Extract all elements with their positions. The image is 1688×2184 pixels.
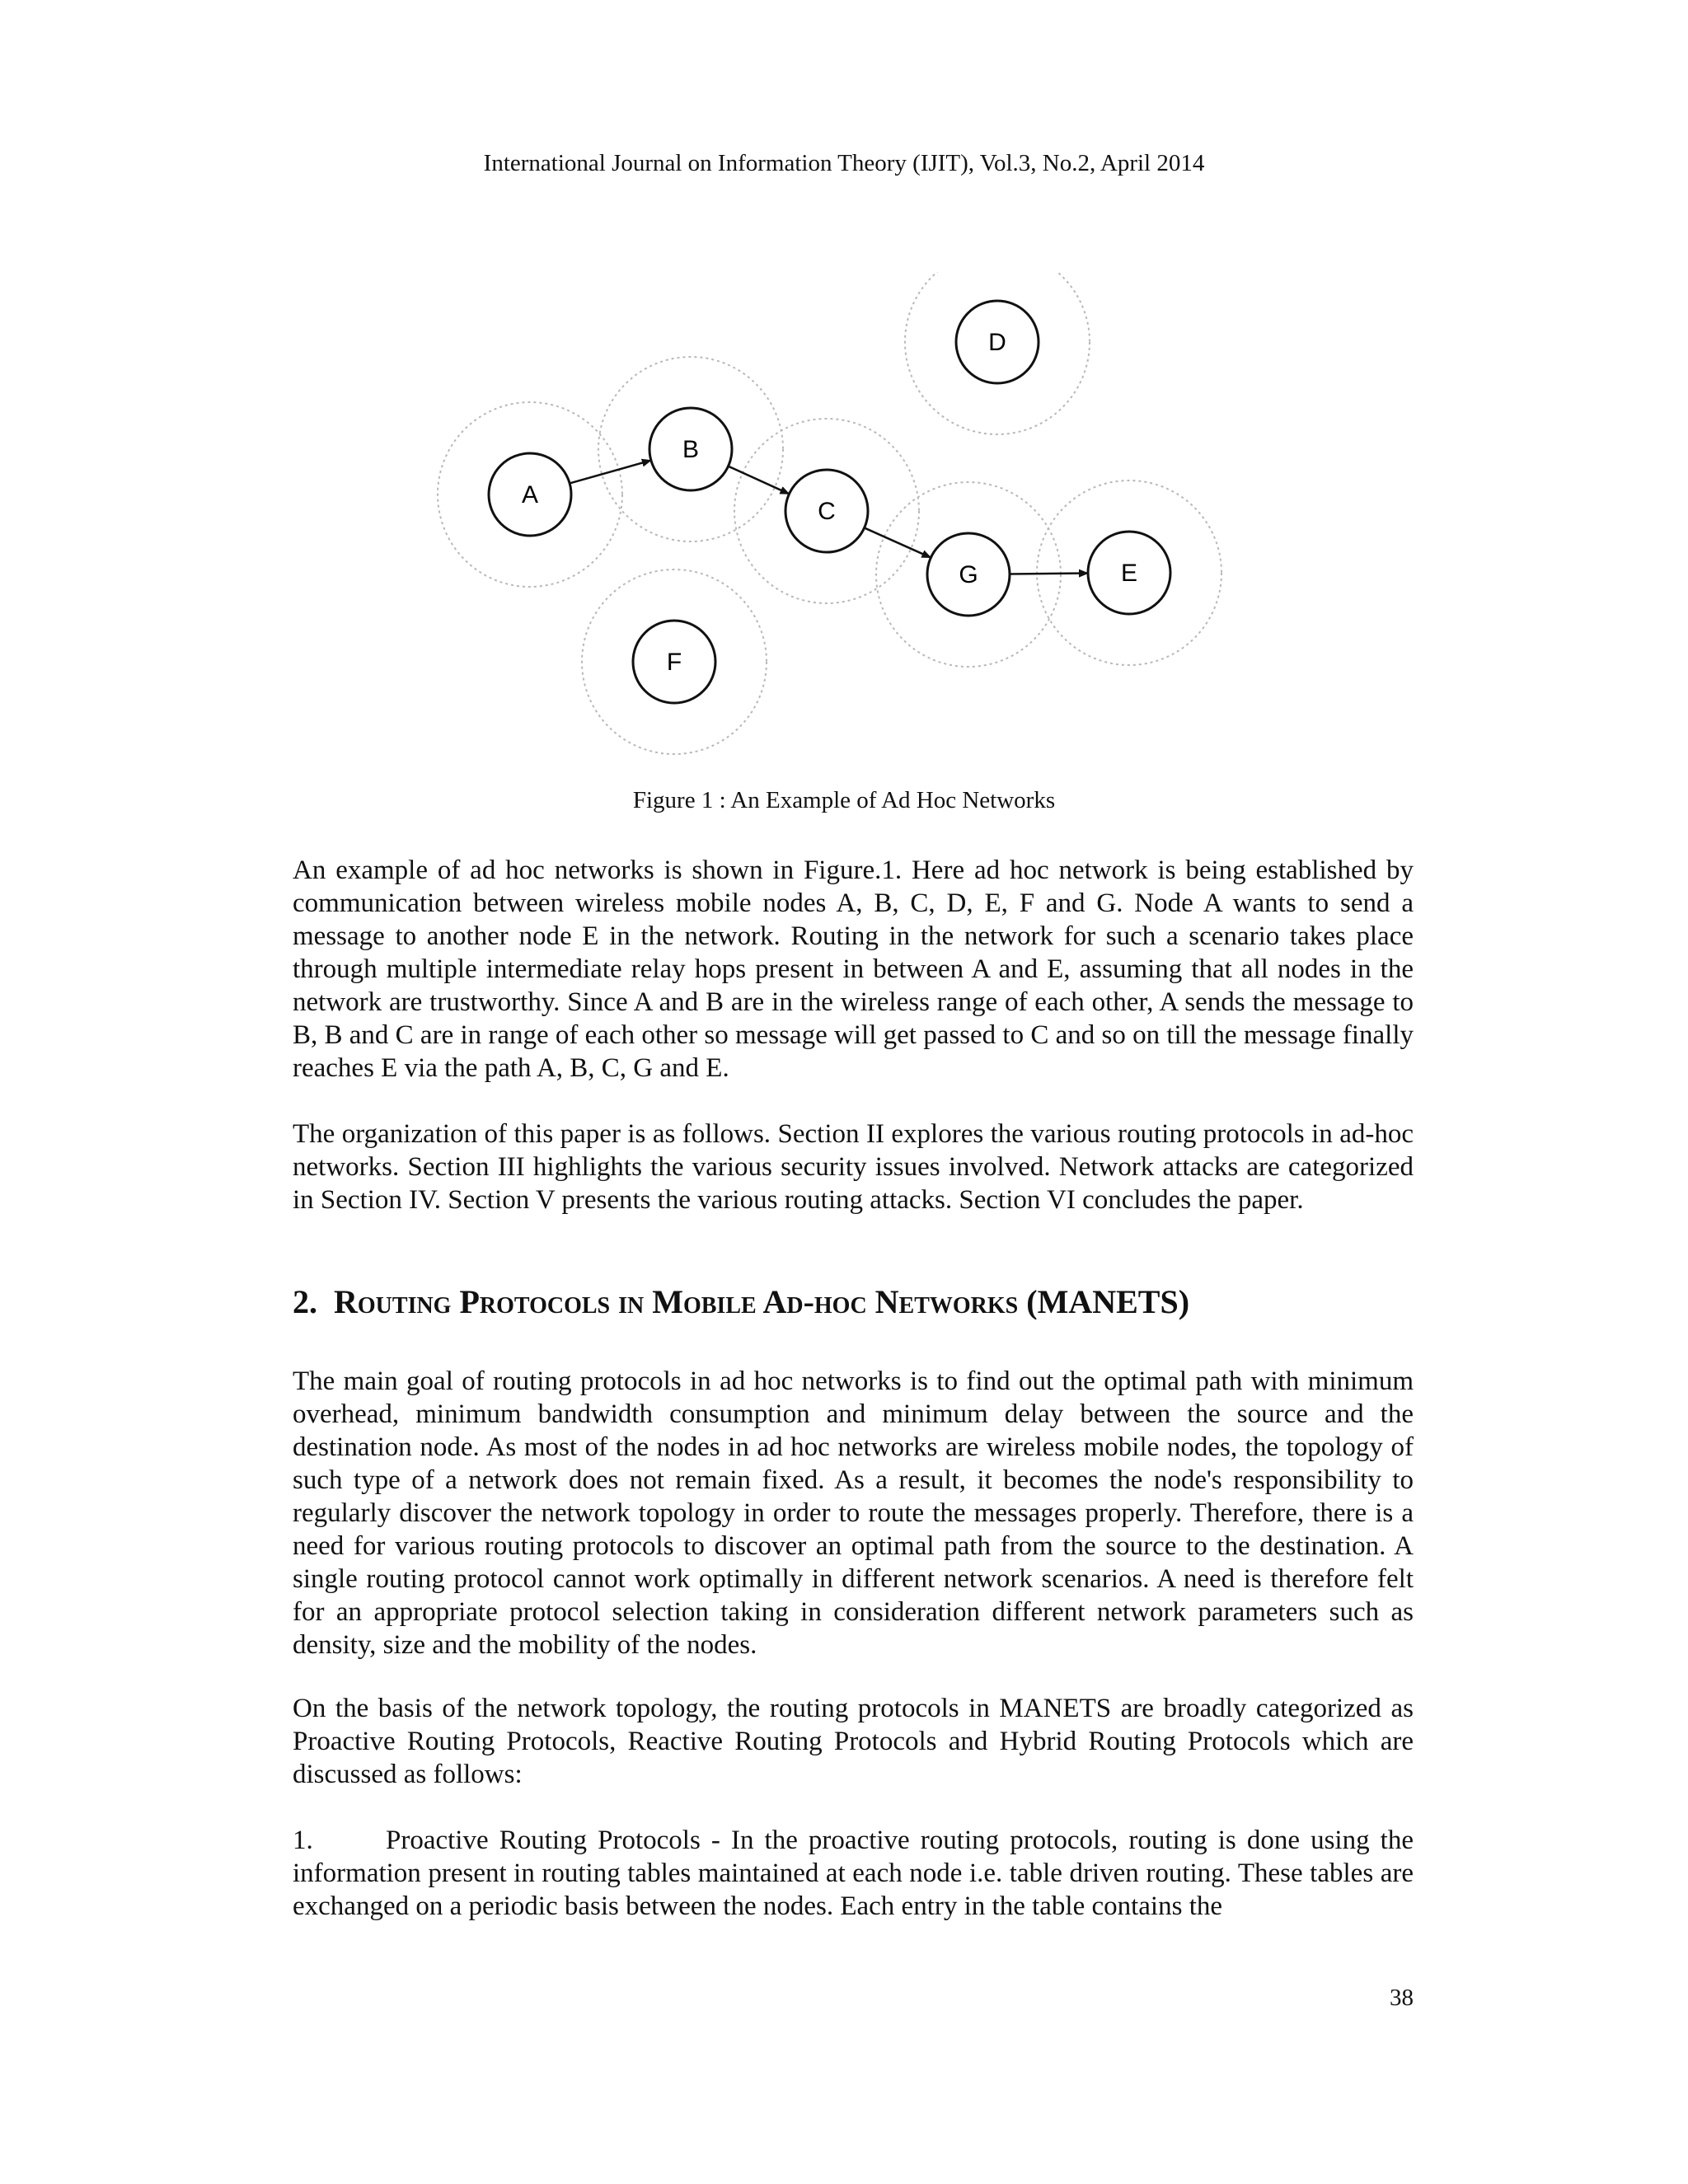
node-label: E [1120,560,1138,587]
node-d [956,301,1039,383]
list-item-proactive [293,1824,1414,1923]
section-number: 2. [293,1283,317,1320]
nodes [489,301,1170,703]
node-a [489,453,571,536]
node-label: A [521,481,539,509]
running-header: International Journal on Information Theory (IJIT), Vol.3, No.2, April 2014 [483,150,1205,176]
list-number: 1. [293,1825,313,1855]
page-number: 38 [1390,1985,1414,2011]
node-label: G [959,561,978,588]
list-text: Proactive Routing Protocols - In the proactive routing protocols, routing is done using the information present in routing tables maintained at each node i.e. table driven routing. These tables are exchanged on a periodic basis between the nodes. Each entry in the table contains the [293,1825,1414,1921]
section-heading [293,1282,1414,1321]
section-suffix: (MANETS) [1026,1283,1190,1320]
node-label: F [666,649,682,676]
paragraph-routing-goal: The main goal of routing protocols in ad hoc networks is to find out the optimal path with minimum overhead, minimum bandwidth consumption and minimum delay between the source and the destination node. As most of the nodes in ad hoc networks are wireless mobile nodes, the topology of such type of a network does not remain fixed. As a result, it becomes the node's responsibility to regularly discover the network topology in order to route the messages properly. Therefore, there is a need for various routing protocols to discover an optimal path from the source to the destination. A single routing protocol cannot work optimally in different network scenarios. A need is therefore felt for an appropriate protocol selection taking in consideration different network parameters such as density, size and the mobility of the nodes. [293,1366,1414,1660]
network-diagram [429,272,1253,766]
paragraph-figure-description: An example of ad hoc networks is shown in Figure.1. Here ad hoc network is being established by communication between wireless mobile nodes A, B, C, D, E, F and G. Node A wants to send a message to another node E in the network. Routing in the network for such a scenario takes place through multiple intermediate relay hops present in between A and E, assuming that all nodes in the network are trustworthy. Since A and B are in the wireless range of each other, A sends the message to B, B and C are in range of each other so message will get passed to C and so on till the message finally reaches E via the path A, B, C, G and E. [293,855,1414,1083]
node-f [633,621,715,703]
node-b [649,408,732,490]
edge-b-c [729,466,790,494]
node-label: C [818,498,836,525]
edge-c-g [865,527,931,557]
node-e [1088,532,1170,614]
edge-a-b [570,461,651,484]
paragraph-categories: On the basis of the network topology, the routing protocols in MANETS are broadly categorized as Proactive Routing Protocols, Reactive Routing Protocols and Hybrid Routing Protocols which are discussed as follows: [293,1694,1414,1789]
node-c [785,470,868,552]
figure-caption: Figure 1 : An Example of Ad Hoc Networks [632,787,1056,813]
paragraph-organization: The organization of this paper is as follows. Section II explores the various routing protocols in ad-hoc networks. Section III highlights the various security issues involved. Network attacks are categorized in Section IV. Section V presents the various routing attacks. Section VI concludes the paper. [293,1119,1414,1215]
figure-ad-hoc-network [429,272,1253,766]
node-g [927,533,1010,616]
node-label: D [988,329,1006,356]
node-label: B [682,436,700,463]
section-title: Routing Protocols in Mobile Ad-hoc Networks [334,1283,1019,1320]
